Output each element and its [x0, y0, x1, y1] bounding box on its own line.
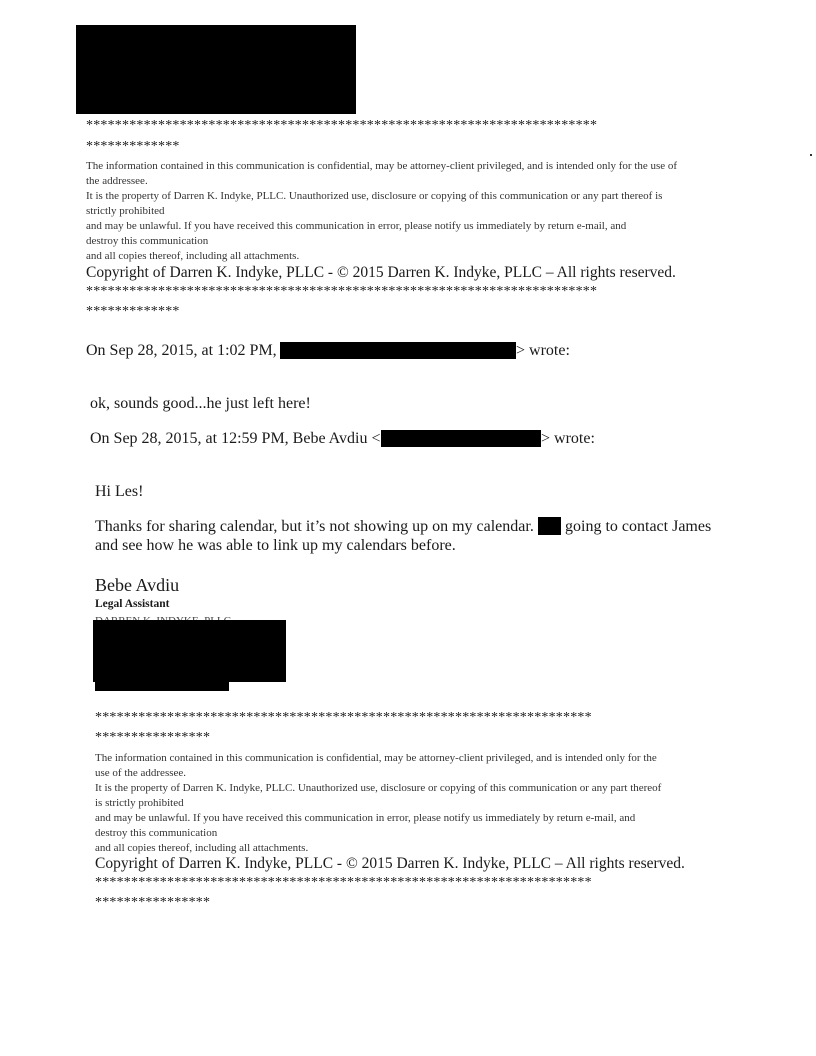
signature-name: Bebe Avdiu — [95, 575, 180, 595]
redaction-block-signature-small — [95, 682, 229, 691]
disclaimer-line: destroy this communication — [86, 235, 209, 247]
disclaimer-line: The information contained in this communication is confidential, may be attorney-client privileged, and is intended only for the use of — [86, 160, 678, 172]
disclaimer-line: destroy this communication — [95, 827, 218, 839]
disclaimer-line: It is the property of Darren K. Indyke, PLLC. Unauthorized use, disclosure or copying of this communication or any part thereof is — [86, 190, 663, 202]
reply-header-suffix: > wrote: — [516, 342, 570, 359]
separator-stars: ********************************************************************* — [95, 710, 592, 725]
redacted-word — [538, 517, 561, 535]
redaction-block-top — [76, 25, 356, 114]
redaction-block-signature — [93, 620, 286, 682]
reply-body: ok, sounds good...he just left here! — [90, 395, 311, 412]
copyright-line: Copyright of Darren K. Indyke, PLLC - © 2015 Darren K. Indyke, PLLC – All rights reserved. — [86, 264, 676, 281]
greeting: Hi Les! — [95, 483, 144, 500]
disclaimer-line: strictly prohibited — [86, 205, 165, 217]
message-line: and see how he was able to link up my calendars before. — [95, 537, 456, 554]
disclaimer-line: use of the addressee. — [95, 767, 187, 779]
separator-stars: **************** — [95, 895, 211, 910]
reply-header: On Sep 28, 2015, at 12:59 PM, Bebe Avdiu < — [90, 430, 381, 447]
signature-title: Legal Assistant — [95, 598, 170, 610]
disclaimer-line: and may be unlawful. If you have received this communication in error, please notify us immediately by return e-mail, and — [95, 812, 636, 824]
stray-mark — [810, 154, 812, 156]
disclaimer-line: and all copies thereof, including all attachments. — [86, 250, 300, 262]
reply-header — [86, 341, 277, 360]
reply-header-suffix: > wrote: — [541, 430, 595, 447]
separator-stars: ************* — [86, 139, 180, 154]
separator-stars: *********************************************************************** — [86, 118, 598, 133]
redacted-email — [280, 342, 516, 359]
redacted-email — [381, 430, 541, 447]
disclaimer-line: The information contained in this communication is confidential, may be attorney-client privileged, and is intended only for the — [95, 752, 657, 764]
message-line: going to contact James — [565, 518, 712, 535]
separator-stars: ************* — [86, 304, 180, 319]
message-line: Thanks for sharing calendar, but it’s not showing up on my calendar. — [95, 518, 534, 535]
separator-stars: **************** — [95, 730, 211, 745]
disclaimer-line: and may be unlawful. If you have received this communication in error, please notify us immediately by return e-mail, and — [86, 220, 627, 232]
disclaimer-line: the addressee. — [86, 175, 148, 187]
disclaimer-line: is strictly prohibited — [95, 797, 184, 809]
separator-stars: *********************************************************************** — [86, 284, 598, 299]
separator-stars: ********************************************************************* — [95, 875, 592, 890]
disclaimer-line: It is the property of Darren K. Indyke, PLLC. Unauthorized use, disclosure or copying of this communication or any part thereof — [95, 782, 662, 794]
copyright-line: Copyright of Darren K. Indyke, PLLC - © 2015 Darren K. Indyke, PLLC – All rights reserved. — [95, 855, 685, 872]
reply-header-prefix: On Sep 28, 2015, at 1:02 PM, — [86, 342, 277, 359]
disclaimer-line: and all copies thereof, including all attachments. — [95, 842, 309, 854]
